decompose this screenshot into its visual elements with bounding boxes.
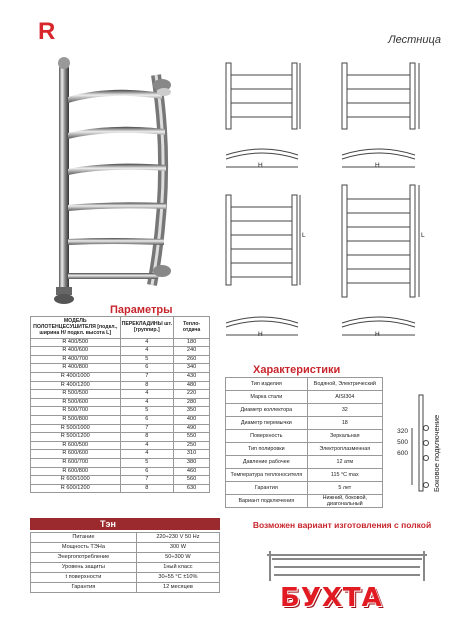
params-row bbox=[31, 407, 210, 416]
heater-row bbox=[31, 543, 220, 553]
side-connection-label: Боковое подключение bbox=[432, 414, 441, 492]
specs-row-cell: 32 bbox=[307, 404, 382, 417]
dim-h-2: H bbox=[375, 162, 380, 169]
heater-row-cell: 1ный класс bbox=[136, 563, 219, 573]
heater-row-cell: Питание bbox=[31, 533, 137, 543]
col-bars: ПЕРЕКЛАДИНЫ шт. [группир.] bbox=[120, 317, 174, 339]
specs-row bbox=[226, 495, 383, 508]
specs-row-cell: Водяной, Электрический bbox=[307, 378, 382, 391]
params-row bbox=[31, 441, 210, 450]
params-row-cell: 220 bbox=[174, 390, 210, 399]
params-row-cell: R 400/500 bbox=[31, 338, 121, 347]
params-row-cell: R 500/800 bbox=[31, 415, 121, 424]
heater-row bbox=[31, 533, 220, 543]
params-row bbox=[31, 398, 210, 407]
dim-l-1: L bbox=[302, 232, 306, 239]
specs-row-cell: Зеркальная bbox=[307, 430, 382, 443]
params-row-cell: R 600/1000 bbox=[31, 476, 121, 485]
side-value: 320 bbox=[397, 428, 408, 435]
params-row-cell: 8 bbox=[120, 484, 174, 493]
params-row-cell: 8 bbox=[120, 433, 174, 442]
specs-row-cell: Гарантия bbox=[226, 482, 308, 495]
params-row-cell: R 400/800 bbox=[31, 364, 121, 373]
specs-row bbox=[226, 404, 383, 417]
heater-row-cell: 220÷230 V 50 Hz bbox=[136, 533, 219, 543]
heater-row-cell: Мощность ТЭНа bbox=[31, 543, 137, 553]
brand-logo: БУХТА bbox=[280, 583, 383, 613]
specs-row-cell: Поверхность bbox=[226, 430, 308, 443]
params-row bbox=[31, 458, 210, 467]
specs-row bbox=[226, 443, 383, 456]
params-row bbox=[31, 355, 210, 364]
specs-row-cell: Тип полировки bbox=[226, 443, 308, 456]
side-connection-values bbox=[386, 426, 408, 459]
params-row bbox=[31, 347, 210, 356]
params-row bbox=[31, 372, 210, 381]
specs-row-cell: Нижний, боковой, диагональный bbox=[307, 495, 382, 508]
params-row-cell: 4 bbox=[120, 398, 174, 407]
params-row-cell: R 400/1200 bbox=[31, 381, 121, 390]
params-row bbox=[31, 338, 210, 347]
specs-table bbox=[225, 377, 383, 508]
heater-row-cell: 12 месяцев bbox=[136, 583, 219, 593]
specs-row-cell: 12 атм bbox=[307, 456, 382, 469]
params-row-cell: 240 bbox=[174, 347, 210, 356]
params-row-cell: 460 bbox=[174, 467, 210, 476]
product-type: Лестница bbox=[388, 34, 441, 46]
params-row-cell: 4 bbox=[120, 390, 174, 399]
heater-row bbox=[31, 583, 220, 593]
params-row-cell: R 600/800 bbox=[31, 467, 121, 476]
specs-row-cell: Вариант подключения bbox=[226, 495, 308, 508]
params-row-cell: 4 bbox=[120, 347, 174, 356]
params-row-cell: 310 bbox=[174, 450, 210, 459]
params-row-cell: R 500/600 bbox=[31, 398, 121, 407]
params-row bbox=[31, 415, 210, 424]
params-row-cell: R 600/700 bbox=[31, 458, 121, 467]
params-row-cell: R 600/1200 bbox=[31, 484, 121, 493]
dim-h-3: H bbox=[258, 331, 263, 338]
params-row-cell: 550 bbox=[174, 433, 210, 442]
params-row-cell: 480 bbox=[174, 381, 210, 390]
params-row-cell: 350 bbox=[174, 407, 210, 416]
dim-l-2: L bbox=[421, 232, 425, 239]
params-title: Параметры bbox=[110, 304, 173, 316]
params-row-cell: 5 bbox=[120, 458, 174, 467]
heater-row-cell: Гарантия bbox=[31, 583, 137, 593]
specs-title: Характеристики bbox=[253, 364, 341, 376]
params-row-cell: 380 bbox=[174, 458, 210, 467]
side-connection-diagram bbox=[410, 393, 432, 493]
specs-row bbox=[226, 430, 383, 443]
specs-row-cell: Диаметр коллектора bbox=[226, 404, 308, 417]
heater-title: Тэн bbox=[30, 518, 220, 530]
specs-row bbox=[226, 391, 383, 404]
params-row-cell: 5 bbox=[120, 407, 174, 416]
params-row bbox=[31, 424, 210, 433]
params-row-cell: 400 bbox=[174, 415, 210, 424]
params-row-cell: 630 bbox=[174, 484, 210, 493]
params-row-cell: 7 bbox=[120, 372, 174, 381]
shelf-option-text: Возможен вариант изготовления с полкой bbox=[252, 520, 432, 530]
params-row-cell: 560 bbox=[174, 476, 210, 485]
params-row-cell: R 600/600 bbox=[31, 450, 121, 459]
params-row-cell: R 400/600 bbox=[31, 347, 121, 356]
params-row-cell: R 500/1000 bbox=[31, 424, 121, 433]
params-row bbox=[31, 450, 210, 459]
heater-row-cell: 300 W bbox=[136, 543, 219, 553]
params-row-cell: 4 bbox=[120, 338, 174, 347]
params-row-cell: 430 bbox=[174, 372, 210, 381]
params-row bbox=[31, 476, 210, 485]
specs-row bbox=[226, 378, 383, 391]
specs-row-cell: Тип изделия bbox=[226, 378, 308, 391]
specs-row bbox=[226, 417, 383, 430]
heater-row bbox=[31, 573, 220, 583]
params-row-cell: 280 bbox=[174, 398, 210, 407]
dim-h-1: H bbox=[258, 162, 263, 169]
heater-row bbox=[31, 553, 220, 563]
heater-row-cell: t поверхности bbox=[31, 573, 137, 583]
params-row bbox=[31, 433, 210, 442]
dim-h-4: H bbox=[375, 331, 380, 338]
params-row-cell: R 500/1200 bbox=[31, 433, 121, 442]
specs-row-cell: AISI304 bbox=[307, 391, 382, 404]
params-row bbox=[31, 484, 210, 493]
specs-row-cell: Давление рабочее bbox=[226, 456, 308, 469]
specs-row-cell: Температура теплоносителя bbox=[226, 469, 308, 482]
params-row bbox=[31, 381, 210, 390]
technical-drawings bbox=[212, 55, 452, 345]
params-row-cell: 260 bbox=[174, 355, 210, 364]
params-row-cell: 7 bbox=[120, 424, 174, 433]
shelf-rail-image bbox=[262, 545, 432, 585]
specs-row-cell: 18 bbox=[307, 417, 382, 430]
specs-row bbox=[226, 469, 383, 482]
params-row-cell: 250 bbox=[174, 441, 210, 450]
specs-row-cell: Марка стали bbox=[226, 391, 308, 404]
params-row-cell: R 400/700 bbox=[31, 355, 121, 364]
specs-row-cell: Диаметр перемычки bbox=[226, 417, 308, 430]
col-model: МОДЕЛЬ ПОЛОТЕНЦЕСУШИТЕЛЯ [подкл., ширина H/ подкл. высота L] bbox=[31, 317, 121, 339]
params-row-cell: R 500/700 bbox=[31, 407, 121, 416]
heater-row bbox=[31, 563, 220, 573]
heater-row-cell: Уровень защиты bbox=[31, 563, 137, 573]
params-row-cell: R 400/1000 bbox=[31, 372, 121, 381]
params-row bbox=[31, 467, 210, 476]
col-heat: Тепло-отдача bbox=[174, 317, 210, 339]
params-row-cell: 340 bbox=[174, 364, 210, 373]
params-row-cell: 4 bbox=[120, 450, 174, 459]
specs-row bbox=[226, 482, 383, 495]
specs-row-cell: 5 лет bbox=[307, 482, 382, 495]
specs-row bbox=[226, 456, 383, 469]
params-row-cell: 490 bbox=[174, 424, 210, 433]
towel-rail-photo bbox=[40, 55, 190, 305]
heater-row-cell: Энергопотребление bbox=[31, 553, 137, 563]
specs-row-cell: 115 °С max bbox=[307, 469, 382, 482]
params-row-cell: 180 bbox=[174, 338, 210, 347]
params-row-cell: 6 bbox=[120, 415, 174, 424]
params-row-cell: 5 bbox=[120, 355, 174, 364]
specs-row-cell: Электроплазменная bbox=[307, 443, 382, 456]
heater-row-cell: 30÷55 °С ±10% bbox=[136, 573, 219, 583]
heater-table bbox=[30, 532, 220, 593]
params-row-cell: 6 bbox=[120, 364, 174, 373]
params-row-cell: 7 bbox=[120, 476, 174, 485]
params-row-cell: 8 bbox=[120, 381, 174, 390]
params-row-cell: 4 bbox=[120, 441, 174, 450]
params-row-cell: 6 bbox=[120, 467, 174, 476]
params-table bbox=[30, 316, 210, 493]
heater-row-cell: 50÷300 W bbox=[136, 553, 219, 563]
params-row bbox=[31, 390, 210, 399]
params-row-cell: R 600/500 bbox=[31, 441, 121, 450]
series-letter: R bbox=[38, 18, 56, 45]
side-value: 600 bbox=[397, 450, 408, 457]
params-row bbox=[31, 364, 210, 373]
side-value: 500 bbox=[397, 439, 408, 446]
params-row-cell: R 500/500 bbox=[31, 390, 121, 399]
